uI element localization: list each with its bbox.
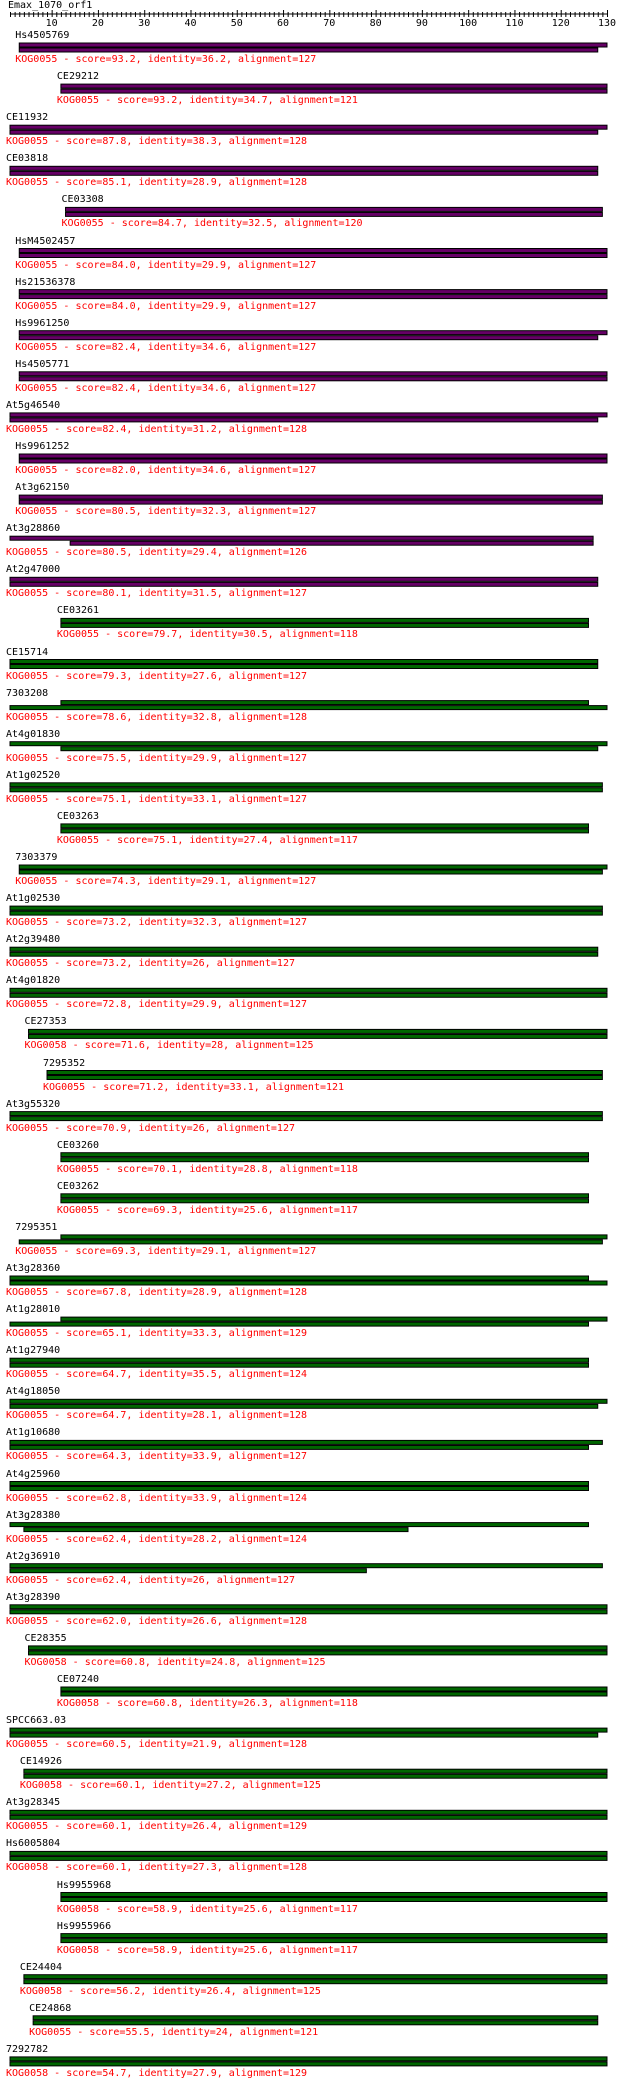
alignment-bar <box>10 1523 588 1527</box>
hit-name: At3g28390 <box>6 1591 61 1603</box>
hit-score-line: KOG0055 - score=84.0, identity=29.9, alignment=127 <box>15 300 317 312</box>
hit-name: At2g39480 <box>6 934 61 946</box>
hit-score-line: KOG0055 - score=75.1, identity=27.4, alignment=117 <box>56 834 358 846</box>
alignment-bar <box>61 1317 607 1321</box>
hit-name: At4g18050 <box>6 1386 61 1398</box>
hit-name: At4g01830 <box>6 728 61 740</box>
alignment-bar <box>19 865 607 869</box>
hit-name: CE27353 <box>24 1016 67 1028</box>
alignment-bar <box>10 413 607 417</box>
alignment-bar <box>10 1564 602 1568</box>
alignment-bar <box>19 459 607 463</box>
alignment-bar <box>47 1071 602 1075</box>
hit-score-line: KOG0058 - score=60.1, identity=27.2, alignment=125 <box>19 1780 321 1792</box>
alignment-bar <box>10 577 598 581</box>
hit-name: CE07240 <box>56 1674 100 1685</box>
hit-name: 7295352 <box>43 1057 86 1069</box>
hit-name: CE14926 <box>19 1756 63 1768</box>
alignment-bar <box>24 1975 607 1979</box>
alignment-bar <box>19 495 602 499</box>
hit-score-line: KOG0055 - score=75.5, identity=29.9, alignment=127 <box>6 752 308 764</box>
alignment-bar <box>19 377 607 381</box>
hit-score-line: KOG0055 - score=62.0, identity=26.6, alignment=128 <box>6 1615 308 1627</box>
alignment-bar <box>70 541 593 545</box>
hit-name: Hs4505771 <box>15 358 70 370</box>
hit-name: 7303379 <box>15 852 58 863</box>
hit-name: CE11932 <box>6 112 49 124</box>
hit-name: At3g55320 <box>6 1098 61 1110</box>
query-title: Emax_1070_orf1 <box>8 0 93 11</box>
hit-score-line: KOG0058 - score=58.9, identity=25.6, alignment=117 <box>56 1903 358 1915</box>
alignment-bar <box>10 906 602 910</box>
alignment-bar <box>10 1815 607 1819</box>
hit-name: Hs9961250 <box>15 317 70 329</box>
ruler-tick-label: 10 <box>45 18 58 29</box>
hit-score-line: KOG0058 - score=60.8, identity=26.3, alignment=118 <box>56 1698 358 1709</box>
alignment-bar <box>10 988 607 992</box>
hit-score-line: KOG0055 - score=78.6, identity=32.8, alignment=128 <box>6 711 308 723</box>
alignment-bar <box>61 1893 607 1897</box>
alignment-bar <box>66 212 603 216</box>
hit-score-line: KOG0055 - score=62.8, identity=33.9, alignment=124 <box>6 1492 308 1504</box>
alignment-bar <box>24 1528 408 1532</box>
alignment-bar <box>10 1856 607 1860</box>
alignment-bar <box>19 336 597 340</box>
alignment-bar <box>10 1363 588 1367</box>
hit-score-line: KOG0058 - score=56.2, identity=26.4, alignment=125 <box>19 1985 321 1997</box>
alignment-bar <box>10 706 607 710</box>
hit-score-line: KOG0055 - score=64.7, identity=28.1, alignment=128 <box>6 1410 308 1422</box>
hit-name: At1g02520 <box>6 769 61 781</box>
alignment-bar <box>10 582 598 586</box>
alignment-bar <box>29 1651 607 1655</box>
hit-score-line: KOG0055 - score=84.0, identity=29.9, alignment=127 <box>15 259 317 271</box>
alignment-bar <box>29 1029 607 1033</box>
hit-score-line: KOG0055 - score=60.1, identity=26.4, alignment=129 <box>6 1821 308 1833</box>
alignment-bar <box>61 1235 607 1239</box>
alignment-bar <box>19 372 607 376</box>
alignment-bar <box>61 1194 589 1198</box>
hit-score-line: KOG0055 - score=80.5, identity=32.3, alignment=127 <box>15 506 317 518</box>
alignment-bar <box>10 788 602 792</box>
alignment-bar <box>10 665 598 669</box>
alignment-bar <box>10 660 598 664</box>
hit-name: At1g27940 <box>6 1345 61 1357</box>
hit-name: CE03262 <box>56 1180 100 1192</box>
hit-score-line: KOG0055 - score=64.7, identity=35.5, alignment=124 <box>6 1369 308 1381</box>
alignment-bar <box>10 1733 598 1737</box>
hit-score-line: KOG0055 - score=75.1, identity=33.1, alignment=127 <box>6 793 308 805</box>
hit-score-line: KOG0055 - score=69.3, identity=29.1, alignment=127 <box>15 1245 317 1257</box>
alignment-bar <box>10 1610 607 1614</box>
hit-name: HsM4502457 <box>15 235 76 247</box>
hit-name: Hs21536378 <box>15 276 76 288</box>
hit-score-line: KOG0055 - score=70.9, identity=26, alignment=127 <box>6 1122 295 1134</box>
hit-score-line: KOG0058 - score=71.6, identity=28, alignment=125 <box>24 1040 314 1052</box>
hit-score-line: KOG0055 - score=60.5, identity=21.9, alignment=128 <box>6 1739 308 1751</box>
hit-score-line: KOG0055 - score=64.3, identity=33.9, alignment=127 <box>6 1451 308 1463</box>
alignment-bar <box>19 48 597 52</box>
ruler-tick-label: 60 <box>277 18 290 29</box>
alignment-bar <box>10 1810 607 1814</box>
alignment-bar <box>10 1482 588 1486</box>
alignment-bar <box>61 824 589 828</box>
hit-name: At4g01820 <box>6 975 61 987</box>
ruler-tick-label: 100 <box>459 18 478 29</box>
alignment-bar <box>33 2021 598 2025</box>
hit-name: CE03263 <box>56 810 100 822</box>
alignment-bar <box>19 254 607 258</box>
alignment-bar <box>61 1199 589 1203</box>
hit-name: At3g28345 <box>6 1797 61 1809</box>
ruler-tick-label: 80 <box>369 18 382 29</box>
alignment-bar <box>24 1769 607 1773</box>
alignment-bar <box>10 1404 598 1408</box>
alignment-bar <box>10 1276 588 1280</box>
hit-name: 7295351 <box>15 1221 58 1233</box>
hit-name: 7303208 <box>6 687 49 699</box>
alignment-bar <box>10 171 598 175</box>
hit-score-line: KOG0055 - score=71.2, identity=33.1, alignment=121 <box>43 1081 345 1093</box>
alignment-bar <box>29 1646 607 1650</box>
hit-name: Hs6005804 <box>6 1838 61 1850</box>
alignment-bar <box>61 618 589 622</box>
alignment-bar <box>61 1153 589 1157</box>
alignment-bar <box>19 1240 602 1244</box>
alignment-bar <box>61 623 589 627</box>
hit-name: CE03818 <box>6 153 49 165</box>
alignment-bar <box>10 1322 588 1326</box>
alignment-bar <box>10 166 598 170</box>
alignment-bar <box>19 454 607 458</box>
hit-name: At4g25960 <box>6 1468 61 1480</box>
hit-score-line: KOG0055 - score=82.4, identity=34.6, alignment=127 <box>15 341 317 353</box>
alignment-bar <box>10 130 598 134</box>
hit-name: CE28355 <box>24 1632 67 1644</box>
hit-score-line: KOG0058 - score=54.7, identity=27.9, alignment=129 <box>6 2067 308 2079</box>
alignment-bar <box>33 2016 598 2020</box>
alignment-bar <box>10 993 607 997</box>
hit-name: Hs9955968 <box>56 1879 112 1891</box>
alignment-bar <box>10 911 602 915</box>
alignment-bar <box>61 1158 589 1162</box>
alignment-bar <box>24 1980 607 1984</box>
alignment-bar <box>61 1934 607 1938</box>
hit-name: At3g28380 <box>6 1509 61 1521</box>
alignment-bar <box>24 1774 607 1778</box>
alignment-bar <box>19 870 602 874</box>
alignment-bar <box>10 1487 588 1491</box>
alignment-bar <box>66 207 603 211</box>
hit-name: At2g47000 <box>6 564 61 576</box>
hit-score-line: KOG0058 - score=60.8, identity=24.8, alignment=125 <box>24 1656 326 1668</box>
alignment-bar <box>10 1605 607 1609</box>
hit-score-line: KOG0055 - score=80.1, identity=31.5, alignment=127 <box>6 588 308 600</box>
hit-score-line: KOG0055 - score=72.8, identity=29.9, alignment=127 <box>6 999 308 1011</box>
hit-score-line: KOG0058 - score=58.9, identity=25.6, alignment=117 <box>56 1944 358 1956</box>
alignment-bar <box>61 1687 607 1691</box>
hit-name: Hs9961252 <box>15 441 70 452</box>
hit-score-line: KOG0055 - score=62.4, identity=28.2, alignment=124 <box>6 1533 308 1545</box>
hit-score-line: KOG0055 - score=55.5, identity=24, alignment=121 <box>29 2026 319 2038</box>
alignment-bar <box>19 500 602 504</box>
alignment-bar <box>61 1898 607 1902</box>
alignment-bar <box>61 1939 607 1943</box>
hit-name: Hs4505769 <box>15 30 70 41</box>
alignment-bar <box>10 783 602 787</box>
ruler-tick-label: 50 <box>230 18 243 29</box>
hit-name: At3g62150 <box>15 482 70 494</box>
alignment-bar <box>10 536 593 540</box>
hit-name: At5g46540 <box>6 399 61 411</box>
alignment-bar <box>10 1445 588 1449</box>
hit-score-line: KOG0055 - score=74.3, identity=29.1, alignment=127 <box>15 876 317 887</box>
hit-score-line: KOG0055 - score=93.2, identity=34.7, alignment=121 <box>56 95 358 107</box>
hit-name: CE15714 <box>6 646 49 658</box>
hit-name: CE24868 <box>29 2002 72 2014</box>
hit-name: CE29212 <box>56 71 100 83</box>
alignment-bar <box>10 418 598 422</box>
hit-score-line: KOG0055 - score=80.5, identity=29.4, alignment=126 <box>6 547 308 559</box>
alignment-bar <box>10 1281 607 1285</box>
alignment-bar <box>19 331 607 335</box>
alignment-bar <box>61 84 607 88</box>
alignment-bar <box>10 947 598 951</box>
hit-name: At3g28860 <box>6 523 61 535</box>
hit-score-line: KOG0055 - score=65.1, identity=33.3, alignment=129 <box>6 1328 308 1340</box>
alignment-bar <box>10 1851 607 1855</box>
hit-score-line: KOG0055 - score=82.0, identity=34.6, alignment=127 <box>15 465 317 476</box>
hit-score-line: KOG0055 - score=62.4, identity=26, alignment=127 <box>6 1574 295 1586</box>
hit-score-line: KOG0055 - score=85.1, identity=28.9, alignment=128 <box>6 177 308 189</box>
ruler-tick-label: 120 <box>551 18 570 29</box>
alignment-bar <box>10 2057 607 2061</box>
ruler-tick-label: 110 <box>505 18 524 29</box>
hit-score-line: KOG0055 - score=84.7, identity=32.5, alignment=120 <box>61 218 363 230</box>
alignment-bar <box>10 742 607 746</box>
hit-name: Hs9955966 <box>56 1920 112 1932</box>
alignment-bar <box>47 1076 602 1080</box>
alignment-bar <box>10 1399 607 1403</box>
alignment-bar <box>10 125 607 129</box>
ruler-tick-label: 40 <box>184 18 197 29</box>
hit-score-line: KOG0055 - score=82.4, identity=34.6, alignment=127 <box>15 382 317 394</box>
hit-score-line: KOG0055 - score=79.7, identity=30.5, alignment=118 <box>56 629 358 641</box>
hit-name: SPCC663.03 <box>6 1715 67 1727</box>
hit-score-line: KOG0055 - score=82.4, identity=31.2, alignment=128 <box>6 423 308 435</box>
alignment-bar <box>19 290 607 294</box>
hit-name: At1g10680 <box>6 1427 61 1439</box>
alignment-bar <box>61 1692 607 1696</box>
alignment-bar <box>19 43 607 47</box>
alignment-bar <box>10 1112 602 1116</box>
alignment-bar <box>10 1569 366 1573</box>
ruler-tick-label: 70 <box>323 18 336 29</box>
alignment-bar <box>61 89 607 93</box>
hit-name: 7292782 <box>6 2043 49 2055</box>
hit-name: CE03261 <box>56 605 100 617</box>
hit-name: CE03308 <box>61 194 104 206</box>
hit-score-line: KOG0058 - score=60.1, identity=27.3, alignment=128 <box>6 1862 308 1874</box>
hit-score-line: KOG0055 - score=70.1, identity=28.8, alignment=118 <box>56 1163 358 1175</box>
hit-name: At2g36910 <box>6 1550 61 1562</box>
alignment-bar <box>10 952 598 956</box>
alignment-bar <box>10 1117 602 1121</box>
hit-name: CE03260 <box>56 1139 100 1151</box>
hit-score-line: KOG0055 - score=87.8, identity=38.3, alignment=128 <box>6 136 308 148</box>
hit-score-line: KOG0055 - score=79.3, identity=27.6, alignment=127 <box>6 670 308 682</box>
alignment-bar <box>19 295 607 299</box>
alignment-bar <box>10 1440 602 1444</box>
hit-name: CE24404 <box>19 1961 63 1973</box>
alignment-bar <box>19 249 607 253</box>
hit-score-line: KOG0055 - score=67.8, identity=28.9, alignment=128 <box>6 1287 308 1298</box>
ruler-tick-label: 130 <box>597 18 617 29</box>
alignment-bar <box>61 701 589 705</box>
alignment-bar <box>10 2062 607 2066</box>
hit-name: At1g02530 <box>6 893 61 905</box>
ruler-tick-label: 20 <box>91 18 104 29</box>
hit-name: At3g28360 <box>6 1263 61 1274</box>
hit-score-line: KOG0055 - score=93.2, identity=36.2, alignment=127 <box>15 54 317 65</box>
alignment-bar <box>29 1034 607 1038</box>
hit-score-line: KOG0055 - score=73.2, identity=26, alignment=127 <box>6 958 295 970</box>
ruler-tick-label: 90 <box>415 18 428 29</box>
alignment-bar <box>61 747 598 751</box>
hit-name: At1g28010 <box>6 1304 61 1316</box>
alignment-bar <box>10 1728 607 1732</box>
alignment-bar <box>10 1358 588 1362</box>
hit-score-line: KOG0055 - score=69.3, identity=25.6, alignment=117 <box>56 1204 358 1216</box>
hit-score-line: KOG0055 - score=73.2, identity=32.3, alignment=127 <box>6 917 308 929</box>
ruler-tick-label: 30 <box>138 18 151 29</box>
alignment-bar <box>61 829 589 833</box>
